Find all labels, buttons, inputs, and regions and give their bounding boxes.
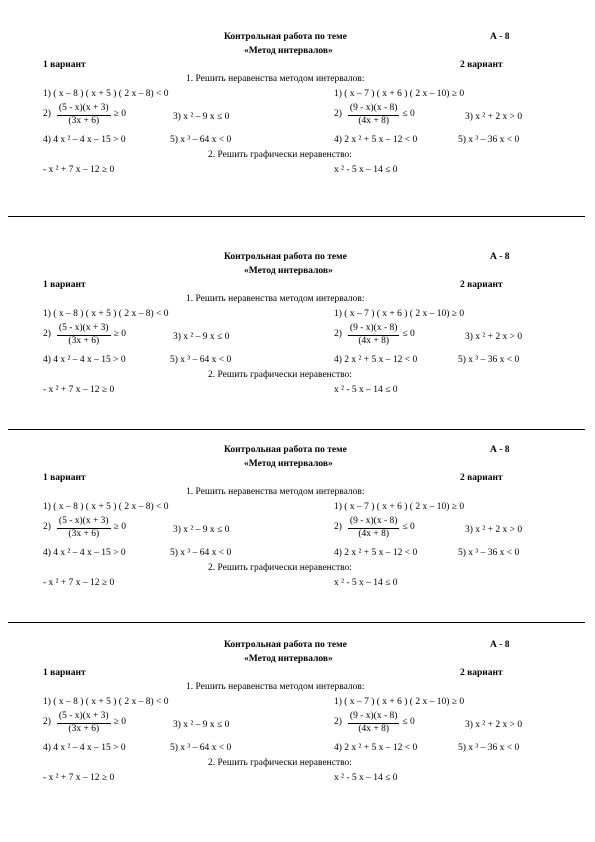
title-line-1: Контрольная работа по теме <box>224 445 347 455</box>
right-inequality-2-number: 2) <box>334 109 342 120</box>
left-fraction-denominator: (3x + 6) <box>68 528 100 539</box>
variant-1-label: 1 вариант <box>43 60 86 70</box>
left-inequality-4: 4) 4 x ² – 4 x – 15 > 0 <box>43 548 126 558</box>
right-inequality-3: 3) x ² + 2 x > 0 <box>465 720 523 730</box>
left-fraction-denominator: (3x + 6) <box>68 723 100 734</box>
right-fraction-relation: ≤ 0 <box>402 522 415 533</box>
right-fraction-numerator: (9 - x)(x - 8) <box>348 104 399 116</box>
left-inequality-4: 4) 4 x ² – 4 x – 15 > 0 <box>43 743 126 753</box>
title-line-1: Контрольная работа по теме <box>224 640 347 650</box>
right-inequality-5: 5) x ³ – 36 x < 0 <box>458 135 520 145</box>
task-1-heading: 1. Решить неравенства методом интервалов: <box>186 487 365 497</box>
right-inequality-2 <box>334 712 415 734</box>
right-fraction-numerator: (9 - x)(x - 8) <box>348 324 399 336</box>
left-fraction-relation: ≥ 0 <box>113 522 126 533</box>
left-inequality-2 <box>43 324 126 346</box>
right-inequality-3: 3) x ² + 2 x > 0 <box>465 332 523 342</box>
left-fraction <box>57 104 111 126</box>
title-line-1: Контрольная работа по теме <box>224 32 347 42</box>
left-inequality-2 <box>43 517 126 539</box>
test-block-2 <box>0 253 595 418</box>
left-inequality-3: 3) x ² – 9 x ≤ 0 <box>173 112 230 122</box>
left-inequality-2-number: 2) <box>43 329 51 340</box>
title-line-2: «Метод интервалов» <box>244 654 333 664</box>
task-1-heading: 1. Решить неравенства методом интервалов: <box>186 682 365 692</box>
test-code: А - 8 <box>490 445 510 455</box>
left-fraction-numerator: (5 - x)(x + 3) <box>57 324 111 336</box>
right-inequality-1: 1) ( x – 7 ) ( x + 6 ) ( 2 x – 10) ≥ 0 <box>334 502 465 512</box>
task-2-heading: 2. Решить графически неравенство: <box>208 758 352 768</box>
left-graphic-inequality: - x ² + 7 x – 12 ≥ 0 <box>43 385 115 395</box>
right-fraction-denominator: (4x + 8) <box>358 723 389 734</box>
cut-line-1 <box>8 216 585 217</box>
variant-2-label: 2 вариант <box>460 60 503 70</box>
right-inequality-3: 3) x ² + 2 x > 0 <box>465 112 523 122</box>
cut-line-3 <box>8 622 585 623</box>
left-fraction-relation: ≥ 0 <box>113 109 126 120</box>
right-inequality-5: 5) x ³ – 36 x < 0 <box>458 548 520 558</box>
left-fraction-numerator: (5 - x)(x + 3) <box>57 517 111 529</box>
test-block-1 <box>0 33 595 198</box>
variant-1-label: 1 вариант <box>43 473 86 483</box>
left-inequality-3: 3) x ² – 9 x ≤ 0 <box>173 720 230 730</box>
left-inequality-5: 5) x ³ – 64 x < 0 <box>170 743 232 753</box>
left-inequality-2-number: 2) <box>43 717 51 728</box>
title-line-1: Контрольная работа по теме <box>224 252 347 262</box>
task-2-heading: 2. Решить графически неравенство: <box>208 370 352 380</box>
right-fraction <box>348 324 399 346</box>
test-block-4 <box>0 641 595 806</box>
right-inequality-2 <box>334 517 415 539</box>
left-fraction-denominator: (3x + 6) <box>68 335 100 346</box>
task-1-heading: 1. Решить неравенства методом интервалов: <box>186 74 365 84</box>
right-inequality-4: 4) 2 x ² + 5 x – 12 < 0 <box>334 355 418 365</box>
left-graphic-inequality: - x ² + 7 x – 12 ≥ 0 <box>43 578 115 588</box>
right-inequality-2-number: 2) <box>334 329 342 340</box>
right-inequality-3: 3) x ² + 2 x > 0 <box>465 525 523 535</box>
test-block-3 <box>0 446 595 611</box>
left-inequality-5: 5) x ³ – 64 x < 0 <box>170 355 232 365</box>
left-inequality-2 <box>43 104 126 126</box>
left-inequality-4: 4) 4 x ² – 4 x – 15 > 0 <box>43 355 126 365</box>
right-inequality-2-number: 2) <box>334 717 342 728</box>
right-inequality-5: 5) x ³ – 36 x < 0 <box>458 743 520 753</box>
right-fraction <box>348 104 399 126</box>
right-fraction-denominator: (4x + 8) <box>358 528 389 539</box>
right-graphic-inequality: x ² - 5 x – 14 ≤ 0 <box>334 578 398 588</box>
right-inequality-4: 4) 2 x ² + 5 x – 12 < 0 <box>334 743 418 753</box>
left-fraction-relation: ≥ 0 <box>113 329 126 340</box>
right-inequality-1: 1) ( x – 7 ) ( x + 6 ) ( 2 x – 10) ≥ 0 <box>334 309 465 319</box>
left-fraction-numerator: (5 - x)(x + 3) <box>57 712 111 724</box>
left-inequality-2-number: 2) <box>43 109 51 120</box>
left-graphic-inequality: - x ² + 7 x – 12 ≥ 0 <box>43 165 115 175</box>
right-fraction-numerator: (9 - x)(x - 8) <box>348 712 399 724</box>
right-fraction-relation: ≤ 0 <box>402 109 415 120</box>
task-2-heading: 2. Решить графически неравенство: <box>208 563 352 573</box>
task-2-heading: 2. Решить графически неравенство: <box>208 150 352 160</box>
left-inequality-2-number: 2) <box>43 522 51 533</box>
left-fraction-numerator: (5 - x)(x + 3) <box>57 104 111 116</box>
right-fraction-denominator: (4x + 8) <box>358 115 389 126</box>
left-inequality-1: 1) ( x – 8 ) ( x + 5 ) ( 2 x – 8) < 0 <box>43 89 169 99</box>
right-fraction-denominator: (4x + 8) <box>358 335 389 346</box>
variant-2-label: 2 вариант <box>460 280 503 290</box>
title-line-2: «Метод интервалов» <box>244 46 333 56</box>
right-fraction-relation: ≤ 0 <box>402 329 415 340</box>
left-fraction <box>57 712 111 734</box>
task-1-heading: 1. Решить неравенства методом интервалов: <box>186 294 365 304</box>
title-line-2: «Метод интервалов» <box>244 459 333 469</box>
left-inequality-2 <box>43 712 126 734</box>
right-inequality-4: 4) 2 x ² + 5 x – 12 < 0 <box>334 548 418 558</box>
right-inequality-4: 4) 2 x ² + 5 x – 12 < 0 <box>334 135 418 145</box>
test-code: А - 8 <box>490 640 510 650</box>
right-inequality-2-number: 2) <box>334 522 342 533</box>
variant-1-label: 1 вариант <box>43 668 86 678</box>
left-inequality-5: 5) x ³ – 64 x < 0 <box>170 548 232 558</box>
variant-2-label: 2 вариант <box>460 668 503 678</box>
right-graphic-inequality: x ² - 5 x – 14 ≤ 0 <box>334 385 398 395</box>
right-graphic-inequality: x ² - 5 x – 14 ≤ 0 <box>334 165 398 175</box>
cut-line-2 <box>8 429 585 430</box>
left-graphic-inequality: - x ² + 7 x – 12 ≥ 0 <box>43 773 115 783</box>
title-line-2: «Метод интервалов» <box>244 266 333 276</box>
right-fraction-numerator: (9 - x)(x - 8) <box>348 517 399 529</box>
right-fraction-relation: ≤ 0 <box>402 717 415 728</box>
left-inequality-1: 1) ( x – 8 ) ( x + 5 ) ( 2 x – 8) < 0 <box>43 502 169 512</box>
left-inequality-1: 1) ( x – 8 ) ( x + 5 ) ( 2 x – 8) < 0 <box>43 309 169 319</box>
variant-1-label: 1 вариант <box>43 280 86 290</box>
right-inequality-5: 5) x ³ – 36 x < 0 <box>458 355 520 365</box>
right-fraction <box>348 517 399 539</box>
left-inequality-4: 4) 4 x ² – 4 x – 15 > 0 <box>43 135 126 145</box>
test-code: А - 8 <box>490 32 510 42</box>
left-inequality-3: 3) x ² – 9 x ≤ 0 <box>173 525 230 535</box>
left-fraction-relation: ≥ 0 <box>113 717 126 728</box>
right-graphic-inequality: x ² - 5 x – 14 ≤ 0 <box>334 773 398 783</box>
right-inequality-1: 1) ( x – 7 ) ( x + 6 ) ( 2 x – 10) ≥ 0 <box>334 697 465 707</box>
variant-2-label: 2 вариант <box>460 473 503 483</box>
left-inequality-1: 1) ( x – 8 ) ( x + 5 ) ( 2 x – 8) < 0 <box>43 697 169 707</box>
left-fraction <box>57 324 111 346</box>
right-inequality-2 <box>334 104 415 126</box>
left-inequality-5: 5) x ³ – 64 x < 0 <box>170 135 232 145</box>
left-fraction-denominator: (3x + 6) <box>68 115 100 126</box>
right-inequality-1: 1) ( x – 7 ) ( x + 6 ) ( 2 x – 10) ≥ 0 <box>334 89 465 99</box>
right-inequality-2 <box>334 324 415 346</box>
test-code: А - 8 <box>490 252 510 262</box>
left-fraction <box>57 517 111 539</box>
right-fraction <box>348 712 399 734</box>
left-inequality-3: 3) x ² – 9 x ≤ 0 <box>173 332 230 342</box>
